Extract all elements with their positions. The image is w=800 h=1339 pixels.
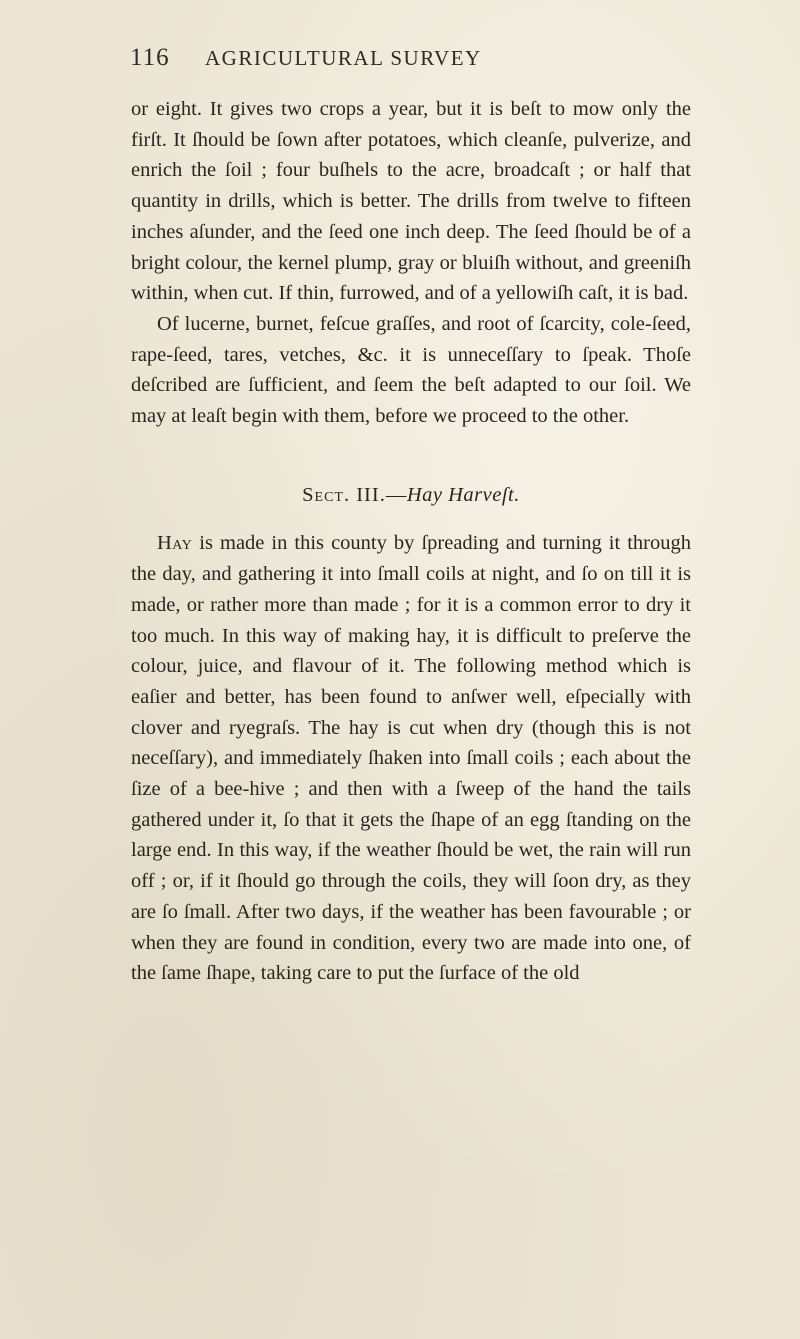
paragraph-lucerne: Of lucerne, burnet, feſcue graſſes, and root of ſcarcity, cole-ſeed, rape-ſeed, tares, vetches, &c. it is unneceſſary to ſpeak. Thoſe deſcribed are ſufficient, and ſeem the beſt adapted to our ſoil. We may at leaſt begin with them, before we proceed to the other. [131, 312, 691, 428]
section-separator: — [385, 483, 407, 506]
running-head [130, 44, 690, 78]
paragraph-hay [131, 528, 691, 989]
paragraph-hay-text: is made in this county by ſpreading and turning it through the day, and gathering it into ſmall coils at night, and ſo on till it is made, or rather more than made ; for it is a common error to dry it too much. In this way of making hay, it is difficult to preſerve the colour, juice, and flavour of it. The following method which is eaſier and better, has been found to anſwer well, eſpecially with clover and ryegraſs. The hay is cut when dry (though this is not neceſſary), and immediately ſhaken into ſmall coils ; each about the ſize of a bee-hive ; and then with a ſweep of the hand the tails gathered under it, ſo that it gets the ſhape of an egg ſtanding on the large end. In this way, if the weather ſhould be wet, the rain will run off ; or, if it ſhould go through the coils, they will ſoon dry, as they are ſo ſmall. After two days, if the weather has been favourable ; or when they are found in condition, every two are made into one, of the ſame ſhape, taking care to put the ſurface of the old [131, 532, 691, 985]
page-number: 116 [130, 44, 170, 71]
paragraph-lead-word: Hay [157, 532, 193, 555]
paragraph-continuation: or eight. It gives two crops a year, but it is beſt to mow only the firſt. It ſhould be ſown after potatoes, which cleanſe, pulverize, and enrich the ſoil ; four buſhels to the acre, broadcaſt ; or half that quantity in drills, which is better. The drills from twelve to fifteen inches aſunder, and the ſeed one inch deep. The ſeed ſhould be of a bright colour, the kernel plump, gray or bluiſh without, and greeniſh within, when cut. If thin, furrowed, and of a yellowiſh caſt, it is bad. [131, 98, 691, 305]
running-head-title: AGRICULTURAL SURVEY [205, 46, 482, 70]
section-heading [131, 480, 691, 511]
section-title: Hay Harveſt. [406, 483, 520, 506]
section-label: Sect. III. [302, 483, 386, 506]
body-text [131, 94, 691, 989]
